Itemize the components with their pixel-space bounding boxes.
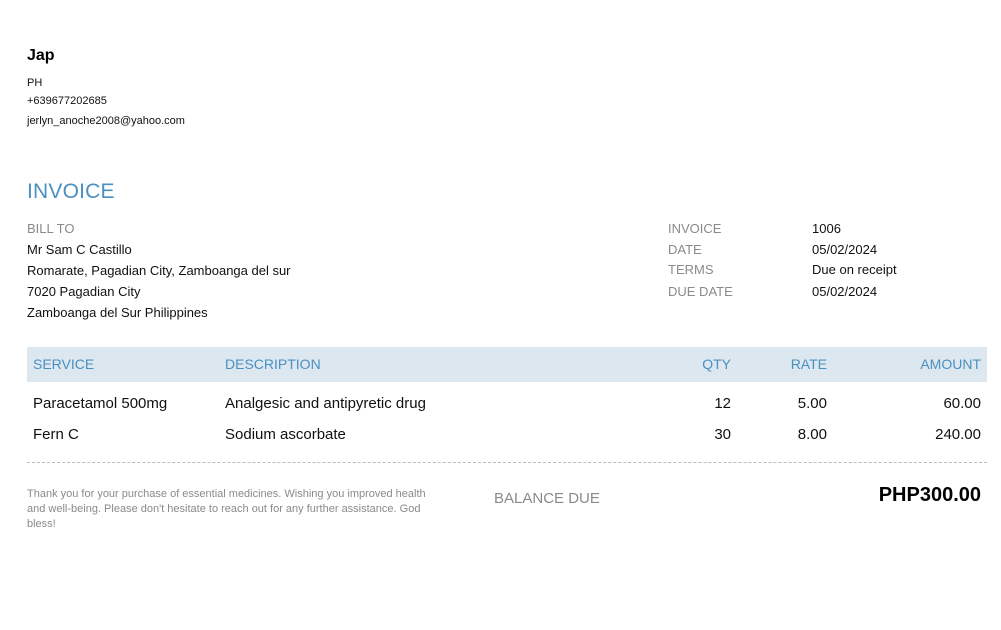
dashed-divider xyxy=(27,462,987,463)
bill-to-region: Zamboanga del Sur Philippines xyxy=(27,305,208,320)
balance-due-value: PHP300.00 xyxy=(878,484,981,506)
header-rate: RATE xyxy=(790,356,827,372)
company-phone: +639677202685 xyxy=(27,95,107,107)
row-description: Sodium ascorbate xyxy=(225,426,346,443)
balance-due-label: BALANCE DUE xyxy=(494,490,600,507)
due-date-label: DUE DATE xyxy=(668,284,733,299)
header-description: DESCRIPTION xyxy=(225,356,321,372)
date-label: DATE xyxy=(668,242,702,257)
bill-to-label: BILL TO xyxy=(27,221,75,236)
row-description: Analgesic and antipyretic drug xyxy=(225,395,426,412)
company-country: PH xyxy=(27,77,43,89)
invoice-title: INVOICE xyxy=(27,180,115,203)
row-qty: 12 xyxy=(714,395,731,412)
row-service: Paracetamol 500mg xyxy=(33,395,168,412)
row-rate: 5.00 xyxy=(797,395,827,412)
bill-to-city: 7020 Pagadian City xyxy=(27,284,141,299)
header-qty: QTY xyxy=(702,356,731,372)
table-row xyxy=(27,426,987,450)
terms-value: Due on receipt xyxy=(812,262,897,277)
company-email: jerlyn_anoche2008@yahoo.com xyxy=(27,115,185,127)
header-amount: AMOUNT xyxy=(920,356,981,372)
invoice-number-value: 1006 xyxy=(812,221,841,236)
header-service: SERVICE xyxy=(33,356,95,372)
bill-to-address: Romarate, Pagadian City, Zamboanga del sur xyxy=(27,263,291,278)
row-amount: 60.00 xyxy=(943,395,981,412)
date-value: 05/02/2024 xyxy=(812,242,878,257)
table-row xyxy=(27,395,987,419)
invoice-number-label: INVOICE xyxy=(668,221,722,236)
thank-you-message: Thank you for your purchase of essential medicines. Wishing you improved health and well-being. Please don't hesitate to reach out for any further assistance. God bless! xyxy=(27,488,426,530)
terms-label: TERMS xyxy=(668,262,714,277)
due-date-value: 05/02/2024 xyxy=(812,284,878,299)
row-qty: 30 xyxy=(714,426,731,443)
row-service: Fern C xyxy=(33,426,79,443)
row-amount: 240.00 xyxy=(935,426,981,443)
bill-to-name: Mr Sam C Castillo xyxy=(27,242,132,257)
line-items-header xyxy=(27,347,987,382)
company-name: Jap xyxy=(27,47,55,64)
row-rate: 8.00 xyxy=(797,426,827,443)
